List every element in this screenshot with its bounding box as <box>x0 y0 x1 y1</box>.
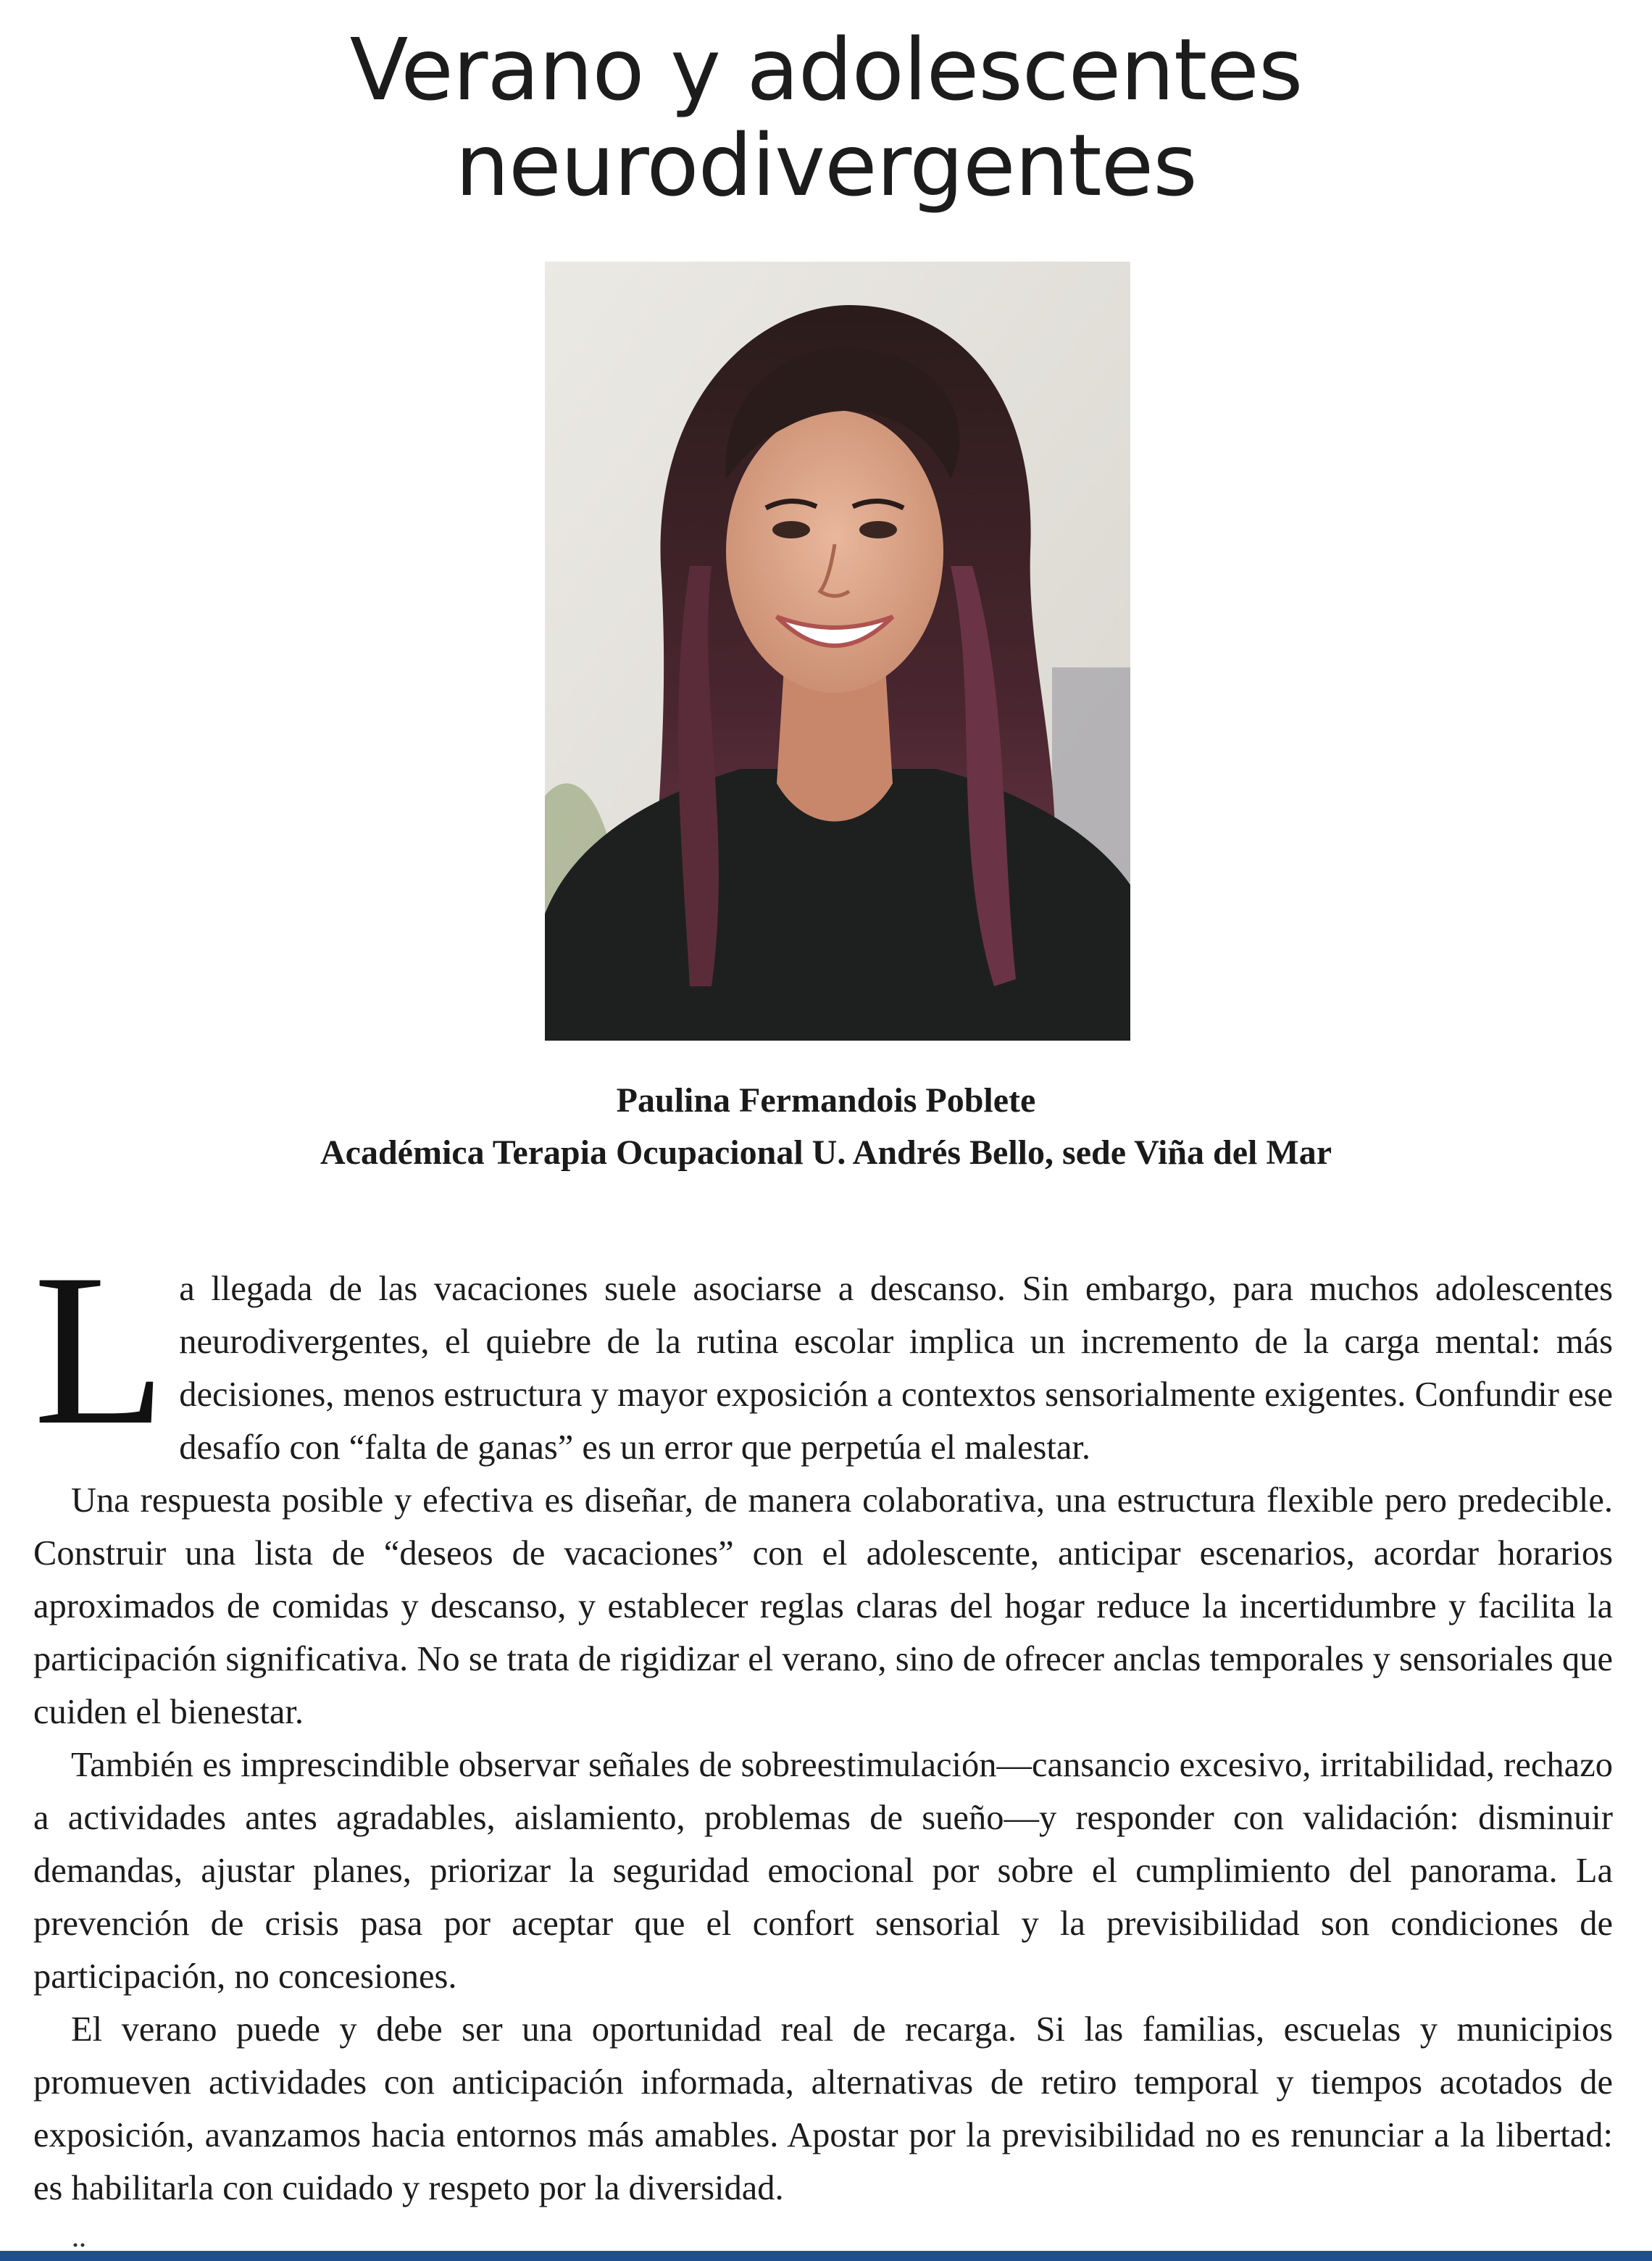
article-paragraph-3: También es imprescindible observar señales de sobreestimulación—cansancio excesivo, irritabilidad, rechazo a actividades antes agradables, aislamiento, problemas de sueño—y responder con validación: disminuir demandas, ajustar planes, priorizar la seguridad emocional por sobre el cumplimiento del panorama. La prevención de crisis pasa por aceptar que el confort sensorial y la previsibilidad son condiciones de participación, no concesiones. <box>33 1746 1613 1996</box>
ornament-dots-icon <box>72 2242 87 2248</box>
author-affiliation: Académica Terapia Ocupacional U. Andrés Bello, sede Viña del Mar <box>320 1133 1332 1172</box>
article-paragraph-4: El verano puede y debe ser una oportunidad real de recarga. Si las familias, escuelas y municipios promueven actividades con anticipación informada, alternativas de retiro temporal y tiempos acotados de exposición, avanzamos hacia entornos más amables. Apostar por la previsibilidad no es renunciar a la libertad: es habilitarla con cuidado y respeto por la diversidad. <box>33 2010 1613 2207</box>
paragraph-1-text: a llegada de las vacaciones suele asociarse a descanso. Sin embargo, para muchos adolescentes neurodivergentes, el quiebre de la rutina escolar implica un incremento de la carga mental: más decisiones, menos estructura y mayor exposición a contextos sensorialmente exigentes. Confundir ese desafío con “falta de ganas” es un error que perpetúa el malestar. <box>179 1270 1613 1467</box>
author-name: Paulina Fermandois Poblete <box>616 1081 1036 1120</box>
drop-cap: L <box>33 1229 167 1470</box>
author-byline <box>0 1075 1652 1179</box>
footer-bar <box>0 2251 1652 2261</box>
title-line-2: neurodivergentes <box>455 115 1197 215</box>
article-paragraph-2: Una respuesta posible y efectiva es diseñar, de manera colaborativa, una estructura flexible pero predecible. Construir una lista de “deseos de vacaciones” con el adolescente, anticipar escenarios, acordar horarios aproximados de comidas y descanso, y establecer reglas claras del hogar reduce la incertidumbre y facilita la participación significativa. No se trata de rigidizar el verano, sino de ofrecer anclas temporales y sensoriales que cuiden el bienestar. <box>33 1481 1613 1731</box>
article-body <box>33 1229 1613 2215</box>
title-line-1: Verano y adolescentes <box>349 20 1303 120</box>
article-paragraph-1 <box>33 1229 1613 1474</box>
author-photo <box>545 262 1130 1041</box>
article-title <box>0 22 1652 213</box>
